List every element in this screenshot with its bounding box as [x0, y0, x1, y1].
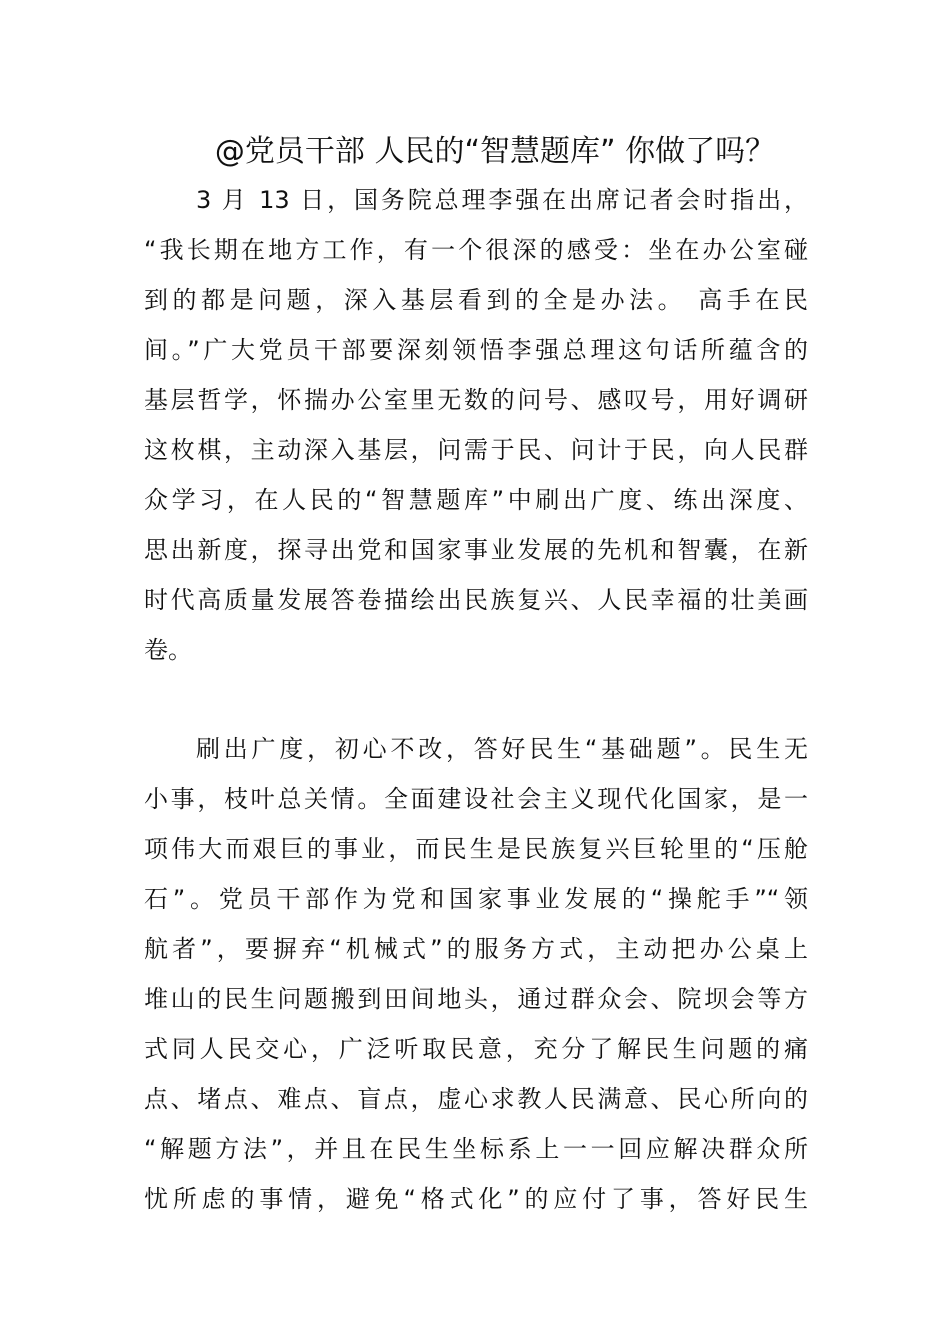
paragraph-line: 众学习，在人民的“智慧题库”中刷出广度、练出深度、 [144, 486, 808, 514]
paragraph-line: 卷。 [144, 636, 192, 664]
paragraph-line: 堆山的民生问题搬到田间地头，通过群众会、院坝会等方 [144, 985, 808, 1013]
paragraph-line: 基层哲学，怀揣办公室里无数的问号、感叹号，用好调研 [144, 386, 808, 414]
paragraph-line: 点、堵点、难点、盲点，虚心求教人民满意、民心所向的 [144, 1085, 808, 1113]
paragraph-line: 刷出广度，初心不改，答好民生“基础题”。民生无 [196, 735, 808, 763]
paragraph-line: 思出新度，探寻出党和国家事业发展的先机和智囊，在新 [144, 536, 808, 564]
paragraph-line: 小事，枝叶总关情。全面建设社会主义现代化国家，是一 [144, 785, 808, 813]
paragraph-line: “我长期在地方工作，有一个很深的感受：坐在办公室碰 [144, 236, 808, 264]
paragraph-line: 3 月 13 日，国务院总理李强在出席记者会时指出， [196, 186, 808, 214]
paragraph-line: 这枚棋，主动深入基层，问需于民、问计于民，向人民群 [144, 436, 808, 464]
paragraph-line: 到的都是问题，深入基层看到的全是办法。 高手在民 [144, 286, 808, 314]
paragraph-1 [144, 175, 808, 675]
paragraph-line: 时代高质量发展答卷描绘出民族复兴、人民幸福的壮美画 [144, 586, 808, 614]
paragraph-line: 式同人民交心，广泛听取民意，充分了解民生问题的痛 [144, 1035, 808, 1063]
paragraph-line: 忧所虑的事情，避免“格式化”的应付了事，答好民生 [144, 1185, 808, 1213]
paragraph-line: “解题方法”，并且在民生坐标系上一一回应解决群众所 [144, 1135, 808, 1163]
paragraph-2 [144, 724, 808, 1224]
paragraph-line: 石”。党员干部作为党和国家事业发展的“操舵手”“领 [144, 885, 808, 913]
paragraph-line: 项伟大而艰巨的事业，而民生是民族复兴巨轮里的“压舱 [144, 835, 808, 863]
document-title: @党员干部 人民的“智慧题库” 你做了吗？ [214, 134, 776, 169]
paragraph-line: 间。”广大党员干部要深刻领悟李强总理这句话所蕴含的 [144, 336, 808, 364]
paragraph-line: 航者”，要摒弃“机械式”的服务方式，主动把办公桌上 [144, 935, 808, 963]
